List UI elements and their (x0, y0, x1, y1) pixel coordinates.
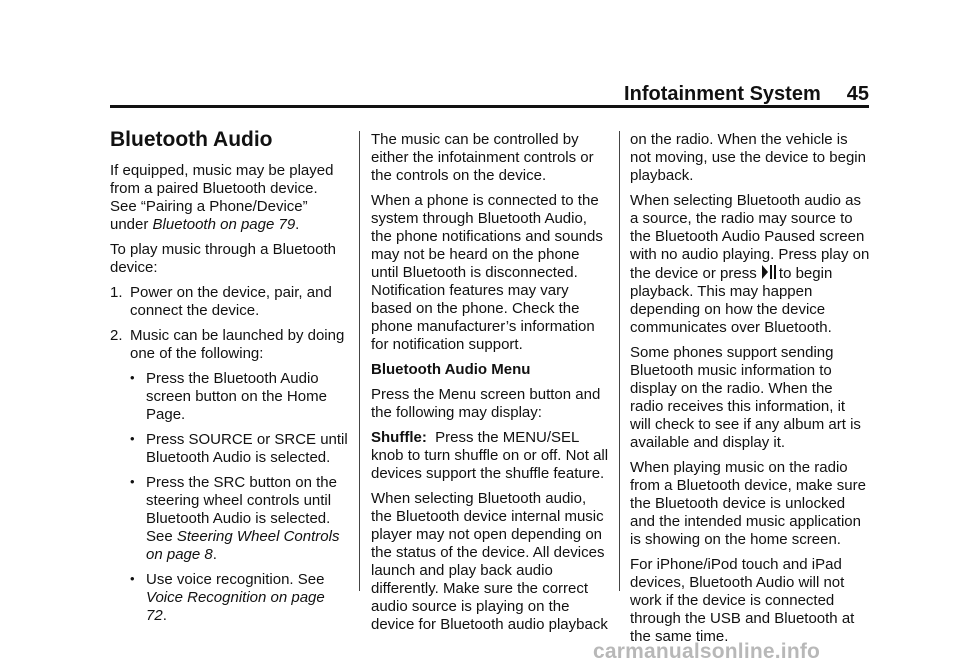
playback-paragraph: When selecting Bluetooth audio, the Bluetooth device internal music player may not open depending on the status of the device. All devices launch and play back audio differently. Make sure the correct audio source is playing on the device for Bluetooth audio playback (371, 490, 608, 633)
bluetooth-reference-link[interactable]: Bluetooth on page 79 (152, 216, 296, 233)
bullet-icon: • (130, 431, 135, 446)
section-heading: Bluetooth Audio (110, 128, 273, 151)
steering-wheel-reference-link[interactable]: Steering Wheel Controls on page 8 (146, 528, 340, 563)
album-art-paragraph: Some phones support sending Bluetooth music information to display on the radio. When the radio receives this information, it will check to see if any album art is available and display it. (630, 344, 861, 451)
page-header (110, 80, 869, 106)
shuffle-paragraph: Shuffle: Press the MENU/SEL knob to turn shuffle on or off. Not all devices support the shuffle feature. (371, 429, 609, 482)
bullet-icon: • (130, 370, 135, 385)
watermark: carmanualsonline.info (593, 640, 821, 663)
controls-paragraph: The music can be controlled by either the infotainment controls or the controls on the device. (371, 131, 594, 184)
page-number: 45 (846, 83, 869, 105)
menu-paragraph: Press the Menu screen button and the following may display: (371, 386, 601, 421)
unlocked-paragraph: When playing music on the radio from a Bluetooth device, make sure the Bluetooth device is unlocked and the intended music application is showing on the home screen. (630, 459, 866, 548)
play-intro: To play music through a Bluetooth device: (110, 241, 336, 276)
intro-paragraph: If equipped, music may be played from a paired Bluetooth device. See “Pairing a Phone/Device” under Bluetooth on page 79. (110, 162, 334, 233)
column-divider (359, 131, 360, 591)
bullet-item: • Press the SRC button on the steering wheel controls until Bluetooth Audio is selected. See Steering Wheel Controls on page 8. (130, 474, 340, 563)
column-divider (619, 131, 620, 591)
iphone-paragraph: For iPhone/iPod touch and iPad devices, Bluetooth Audio will not work if the device is connected through the USB and Bluetooth at the same time. (630, 556, 855, 645)
bullet-item: • Press SOURCE or SRCE until Bluetooth Audio is selected. (130, 431, 348, 466)
bullet-item: • Use voice recognition. See Voice Recognition on page 72. (130, 571, 325, 624)
playback-continued-paragraph: on the radio. When the vehicle is not moving, use the device to begin playback. (630, 131, 866, 184)
step-2: 2. Music can be launched by doing one of the following: (110, 327, 345, 362)
paused-screen-paragraph: When selecting Bluetooth audio as a source, the radio may source to the Bluetooth Audio Paused screen with no audio playing. Press play on the device or press to begin playback. This may happen depending on how the device communicates over Bluetooth. (630, 192, 870, 336)
notifications-paragraph: When a phone is connected to the system through Bluetooth Audio, the phone notifications and sounds may not be heard on the phone until Bluetooth is disconnected. Notification features may vary based on the phone. Check the phone manufacturer’s information for notification support. (371, 192, 603, 353)
column-1 (110, 128, 348, 632)
shuffle-label: Shuffle: (371, 429, 427, 446)
menu-subheading: Bluetooth Audio Menu (371, 361, 531, 378)
header-rule (110, 105, 869, 108)
column-3 (630, 131, 870, 653)
bullet-icon: • (130, 571, 135, 586)
play-pause-icon (761, 264, 777, 280)
step-1: 1. Power on the device, pair, and connect the device. (110, 284, 332, 319)
voice-recognition-reference-link[interactable]: Voice Recognition on page 72 (146, 589, 325, 624)
bullet-item: • Press the Bluetooth Audio screen button on the Home Page. (130, 370, 327, 423)
section-title: Infotainment System (624, 83, 821, 105)
bullet-icon: • (130, 474, 135, 489)
column-2 (371, 131, 609, 641)
